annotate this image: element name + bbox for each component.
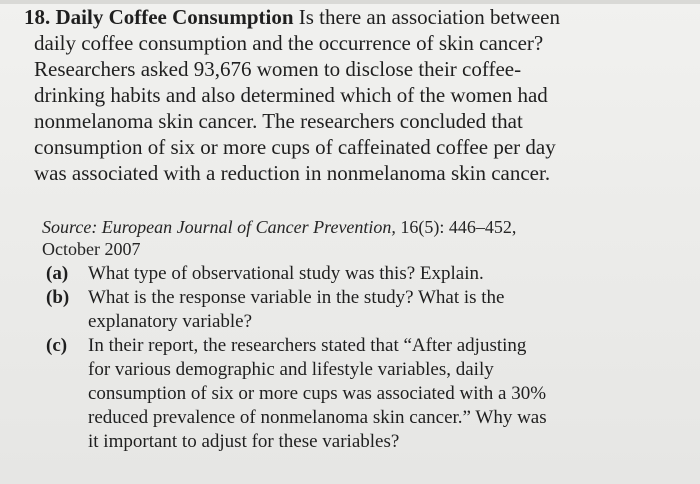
source-date: October 2007	[42, 239, 141, 259]
question-line: consumption of six or more cups was associated with a 30%	[88, 383, 547, 404]
problem-statement	[24, 4, 694, 186]
question-line: it important to adjust for these variables?	[88, 431, 400, 452]
problem-line: drinking habits and also determined which of the women had	[34, 83, 548, 107]
question-line: In their report, the researchers stated that “After adjusting	[88, 335, 527, 356]
question-c	[46, 334, 686, 454]
question-label: (c)	[46, 335, 68, 356]
problem-number: 18.	[24, 5, 51, 29]
question-b	[46, 286, 686, 334]
question-line: for various demographic and lifestyle variables, daily	[88, 359, 494, 380]
problem-line: nonmelanoma skin cancer. The researchers concluded that	[34, 109, 523, 133]
problem-line: Researchers asked 93,676 women to disclose their coffee-	[34, 57, 522, 81]
source-citation	[42, 216, 662, 260]
problem-line: daily coffee consumption and the occurrence of skin cancer?	[34, 31, 544, 55]
question-line: What type of observational study was this? Explain.	[88, 263, 484, 284]
question-list	[46, 262, 686, 454]
problem-line: consumption of six or more cups of caffeinated coffee per day	[34, 135, 556, 159]
question-line: explanatory variable?	[88, 311, 253, 332]
problem-heading: Daily Coffee Consumption	[55, 5, 294, 29]
question-label: (b)	[46, 287, 70, 308]
question-a	[46, 262, 686, 286]
question-line: reduced prevalence of nonmelanoma skin cancer.” Why was	[88, 407, 547, 428]
question-label: (a)	[46, 263, 69, 284]
question-line: What is the response variable in the study? What is the	[88, 287, 505, 308]
problem-line: was associated with a reduction in nonmelanoma skin cancer.	[34, 161, 551, 185]
problem-line-1-text: Is there an association between	[298, 5, 560, 29]
problem-first-line	[24, 4, 694, 30]
source-details: 16(5): 446–452,	[400, 217, 517, 237]
source-label: Source: European Journal of Cancer Prevention,	[42, 217, 396, 237]
